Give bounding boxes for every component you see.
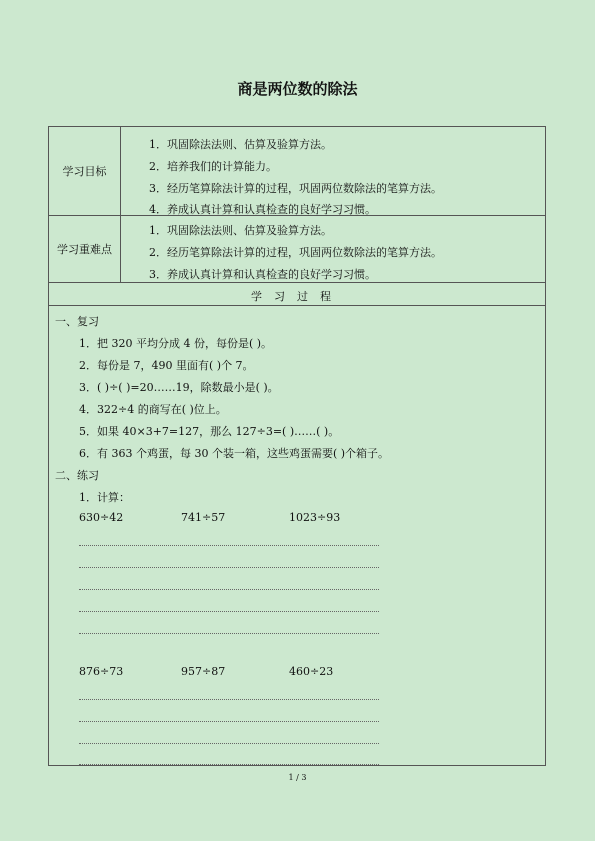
review-item: 5．如果 40×3+7=127，那么 127÷3=( )……( )。 bbox=[79, 425, 340, 438]
objective-item: 3．经历笔算除法计算的过程，巩固两位数除法的笔算方法。 bbox=[149, 182, 442, 195]
review-item: 4．322÷4 的商写在( )位上。 bbox=[79, 403, 227, 416]
practice-heading: 二、练习 bbox=[55, 469, 99, 482]
row-divider bbox=[49, 305, 545, 306]
calc-problem: 1023÷93 bbox=[289, 511, 341, 524]
review-item: 3．( )÷( )=20……19，除数最小是( )。 bbox=[79, 381, 279, 394]
worksheet-table bbox=[48, 126, 546, 766]
page-number: 1 / 3 bbox=[288, 773, 307, 782]
objective-item: 4．养成认真计算和认真检查的良好学习习惯。 bbox=[149, 203, 376, 216]
answer-line[interactable] bbox=[79, 743, 379, 744]
answer-line[interactable] bbox=[79, 633, 379, 634]
key-points-label: 学习重难点 bbox=[57, 242, 112, 256]
answer-line[interactable] bbox=[79, 764, 379, 765]
review-item: 2．每份是 7，490 里面有( )个 7。 bbox=[79, 359, 254, 372]
answer-line[interactable] bbox=[79, 611, 379, 612]
answer-line[interactable] bbox=[79, 699, 379, 700]
objective-item: 1．巩固除法法则、估算及验算方法。 bbox=[149, 138, 332, 151]
answer-line[interactable] bbox=[79, 589, 379, 590]
calc-problem: 876÷73 bbox=[79, 665, 124, 678]
objectives-label: 学习目标 bbox=[62, 165, 107, 178]
review-item: 6．有 363 个鸡蛋，每 30 个装一箱，这些鸡蛋需要( )个箱子。 bbox=[79, 447, 390, 460]
calc-problem: 957÷87 bbox=[181, 665, 226, 678]
calc-problem: 460÷23 bbox=[289, 665, 334, 678]
answer-line[interactable] bbox=[79, 545, 379, 546]
calc-problem: 741÷57 bbox=[181, 511, 226, 524]
process-title: 学习过程 bbox=[251, 290, 343, 303]
key-point-item: 1．巩固除法法则、估算及验算方法。 bbox=[149, 224, 332, 237]
answer-line[interactable] bbox=[79, 567, 379, 568]
key-point-item: 3．养成认真计算和认真检查的良好学习习惯。 bbox=[149, 268, 376, 281]
key-point-item: 2．经历笔算除法计算的过程，巩固两位数除法的笔算方法。 bbox=[149, 246, 442, 259]
answer-line[interactable] bbox=[79, 721, 379, 722]
page-title: 商是两位数的除法 bbox=[237, 80, 358, 98]
row-divider bbox=[49, 282, 545, 283]
review-heading: 一、复习 bbox=[55, 315, 99, 328]
calc-problem: 630÷42 bbox=[79, 511, 124, 524]
objective-item: 2．培养我们的计算能力。 bbox=[149, 160, 277, 173]
column-divider bbox=[120, 127, 121, 282]
practice-subheading: 1．计算： bbox=[79, 491, 130, 504]
review-item: 1．把 320 平均分成 4 份，每份是( )。 bbox=[79, 337, 273, 350]
